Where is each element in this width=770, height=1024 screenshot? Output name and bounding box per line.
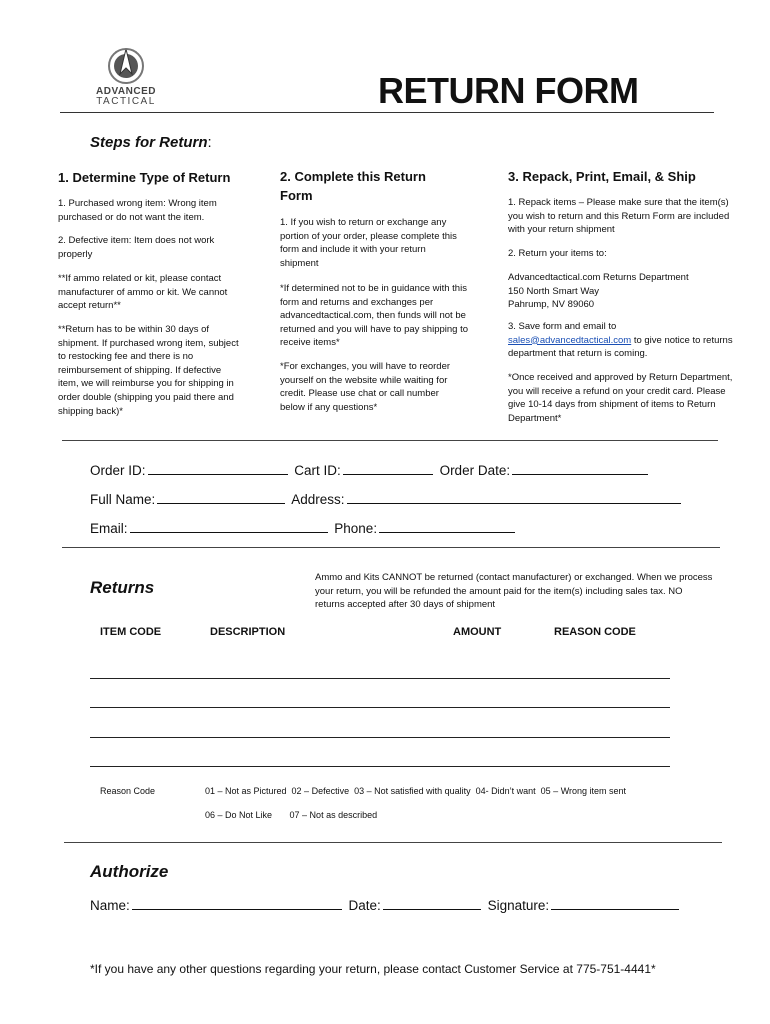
phone-field[interactable]	[379, 519, 515, 533]
email-label: Email:	[90, 521, 128, 536]
col-reason-code: REASON CODE	[554, 626, 636, 638]
address-label: Address:	[291, 492, 345, 507]
step2-heading: 2. Complete this Return Form	[280, 169, 426, 203]
auth-name-label: Name:	[90, 898, 130, 913]
phone-label: Phone:	[334, 521, 378, 536]
item-line-1[interactable]	[90, 678, 670, 679]
step3-heading: 3. Repack, Print, Email, & Ship	[508, 169, 696, 184]
return-address-line-1: Advancedtactical.com Returns Department	[508, 272, 689, 283]
step1-para-1: 1. Purchased wrong item: Wrong item purchased or do not want the item.	[58, 198, 217, 223]
full-name-label: Full Name:	[90, 492, 156, 507]
signature-label: Signature:	[487, 898, 550, 913]
authorize-row	[90, 896, 682, 913]
section-divider-1	[62, 440, 718, 441]
item-line-2[interactable]	[90, 707, 670, 708]
address-field[interactable]	[347, 490, 681, 504]
auth-name-field[interactable]	[132, 896, 342, 910]
section-divider-2	[62, 547, 720, 548]
auth-date-label: Date:	[348, 898, 381, 913]
section-divider-3	[64, 842, 722, 843]
reason-codes-line-2: 06 – Do Not Like 07 – Not as described	[205, 810, 378, 820]
step3-para-5: *Once received and approved by Return Department, you will receive a refund on your credit card. Please give 10-14 days from shipment of items to Return Department*	[508, 372, 733, 424]
col-description: DESCRIPTION	[210, 626, 286, 638]
auth-date-field[interactable]	[383, 896, 481, 910]
step3-para-4: 3. Save form and email to sales@advancedtactical.com to give notice to returns department that return is coming.	[508, 321, 733, 360]
footer-contact-note: *If you have any other questions regarding your return, please contact Customer Service at 775-751-4441*	[90, 962, 656, 976]
step1-para-2: 2. Defective item: Item does not work properly	[58, 235, 215, 260]
step2-para-1: 1. If you wish to return or exchange any portion of your order, please complete this form and include it with your return shipment	[280, 217, 457, 269]
step1-para-3: **If ammo related or kit, please contact manufacturer of ammo or kit. We cannot accept return**	[58, 273, 228, 312]
email-field[interactable]	[130, 519, 328, 533]
steps-header: Steps for Return:	[90, 134, 212, 151]
reason-code-label: Reason Code	[100, 786, 156, 796]
reason-codes-line-1: 01 – Not as Pictured 02 – Defective 03 – Not satisfied with quality 04- Didn’t want 05 – Wrong item sent	[205, 786, 627, 796]
page-title: RETURN FORM	[378, 70, 639, 111]
return-address-line-3: Pahrump, NV 89060	[508, 299, 595, 311]
full-name-field[interactable]	[157, 490, 285, 504]
step2-para-2: *If determined not to be in guidance with this form and returns and exchanges per advancedtactical.com, then funds will not be returned and you will have to pay shipping to receive items*	[280, 283, 469, 349]
col-item-code: ITEM CODE	[100, 626, 162, 638]
returns-notice: Ammo and Kits CANNOT be returned (contact manufacturer) or exchanged. When we process your return, you will be refunded the amount paid for the item(s) including sales tax. NO returns accepted after 30 days of shipment	[315, 572, 713, 611]
authorize-heading: Authorize	[90, 862, 169, 881]
cart-id-field[interactable]	[343, 461, 433, 475]
signature-field[interactable]	[551, 896, 679, 910]
title-divider	[60, 112, 714, 113]
item-line-3[interactable]	[90, 737, 670, 738]
order-row	[90, 461, 651, 478]
returns-email-link[interactable]: sales@advancedtactical.com	[508, 334, 632, 346]
logo-text-tactical: TACTICAL	[96, 96, 156, 107]
name-address-row	[90, 490, 684, 507]
email-phone-row	[90, 519, 518, 536]
logo-text-advanced: ADVANCED	[96, 86, 156, 97]
order-id-field[interactable]	[148, 461, 288, 475]
step2-para-3: *For exchanges, you will have to reorder yourself on the website while waiting for credit. Please use chat or call number below if any questions*	[280, 361, 451, 413]
order-date-label: Order Date:	[439, 463, 511, 478]
order-date-field[interactable]	[512, 461, 648, 475]
step3-para-2: 2. Return your items to:	[508, 248, 607, 259]
returns-heading: Returns	[90, 578, 155, 597]
step1-para-4: **Return has to be within 30 days of shipment. If purchased wrong item, subject to restocking fee and there is no reimbursement of shipping. If defective item, we will reimburse you for shipping in order double (shipping you paid there and shipping back)*	[58, 324, 239, 417]
return-address-line-2: 150 North Smart Way	[508, 285, 599, 297]
order-id-label: Order ID:	[90, 463, 146, 478]
step1-heading: 1. Determine Type of Return	[58, 170, 231, 185]
item-line-4[interactable]	[90, 766, 670, 767]
col-amount: AMOUNT	[453, 626, 502, 638]
cart-id-label: Cart ID:	[294, 463, 341, 478]
return-address	[508, 271, 733, 312]
step3-para-1: 1. Repack items – Please make sure that the item(s) you wish to return and this Return Form are included with your return shipment	[508, 197, 730, 236]
